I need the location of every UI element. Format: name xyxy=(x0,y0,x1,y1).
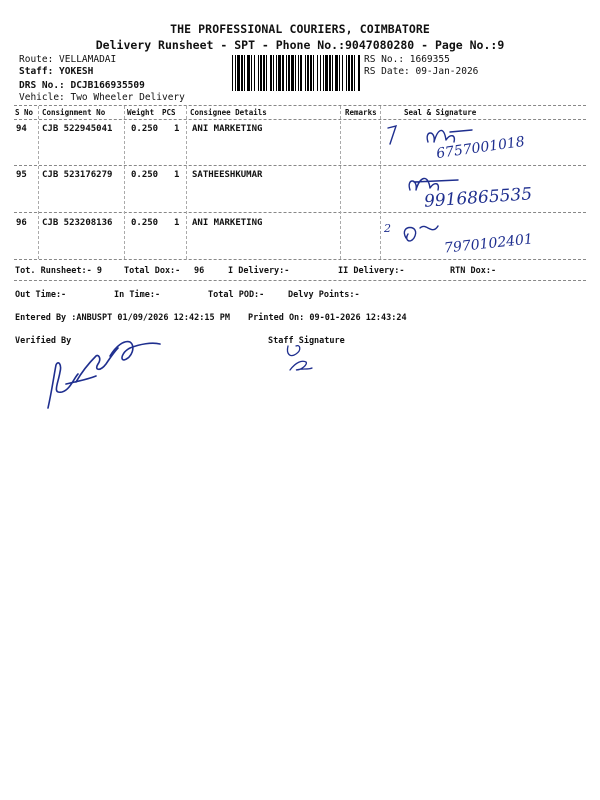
col-weight-header: Weight xyxy=(127,108,155,117)
handwritten-phone-3: 7970102401 xyxy=(443,231,534,257)
column-divider xyxy=(124,106,125,259)
rs-number: RS No.: 1669355 xyxy=(364,54,450,65)
handwritten-remark: 2 xyxy=(384,222,391,235)
col-remarks-header: Remarks xyxy=(345,108,377,117)
row-pcs: 1 xyxy=(174,124,180,134)
total-pod: Total POD:- xyxy=(208,290,265,300)
rs-date: RS Date: 09-Jan-2026 xyxy=(364,66,479,77)
verified-by-label: Verified By xyxy=(15,336,72,346)
row-consignment: CJB 523208136 xyxy=(42,218,113,228)
col-signature-header: Seal & Signature xyxy=(404,108,477,117)
col-sno-header: S No xyxy=(15,108,34,117)
i-delivery: I Delivery:- xyxy=(228,266,290,276)
col-consignee-header: Consignee Details xyxy=(190,108,267,117)
handwritten-phone-2: 9916865535 xyxy=(423,184,533,212)
total-dox-label: Total Dox:- xyxy=(124,266,181,276)
row-consignee: ANI MARKETING xyxy=(192,218,263,228)
col-pcs-header: PCS xyxy=(162,108,176,117)
entered-by: Entered By :ANBUSPT 01/09/2026 12:42:15 PM xyxy=(15,313,230,323)
column-divider xyxy=(186,106,187,259)
row-consignment: CJB 523176279 xyxy=(42,170,113,180)
row-sno: 94 xyxy=(16,124,27,134)
rtn-dox: RTN Dox:- xyxy=(450,266,497,276)
row-consignee: ANI MARKETING xyxy=(192,124,263,134)
row-sno: 95 xyxy=(16,170,27,180)
signature-scribble-icon xyxy=(427,130,472,142)
verifier-signature-icon xyxy=(40,330,170,415)
drs-number: DRS No.: DCJB166935509 xyxy=(19,80,145,91)
out-time: Out Time:- xyxy=(15,290,67,300)
row-pcs: 1 xyxy=(174,218,180,228)
staff-signature-label: Staff Signature xyxy=(268,336,345,346)
table-top-divider xyxy=(14,105,586,106)
column-divider xyxy=(38,106,39,259)
vehicle-label: Vehicle: Two Wheeler Delivery xyxy=(19,92,185,103)
printed-on: Printed On: 09-01-2026 12:43:24 xyxy=(248,313,407,323)
handwritten-phone-1: 6757001018 xyxy=(435,133,526,163)
row-pcs: 1 xyxy=(174,170,180,180)
col-consignment-header: Consignment No xyxy=(42,108,106,117)
ii-delivery: II Delivery:- xyxy=(338,266,405,276)
row-weight: 0.250 xyxy=(131,218,159,228)
total-dox-value: 96 xyxy=(194,266,205,276)
runsheet-subtitle: Delivery Runsheet - SPT - Phone No.:9047080280 - Page No.:9 xyxy=(95,38,505,52)
staff-label: Staff: YOKESH xyxy=(19,66,94,77)
row-sno: 96 xyxy=(16,218,27,228)
column-divider xyxy=(340,106,341,259)
route-label: Route: VELLAMADAI xyxy=(19,54,117,65)
row-weight: 0.250 xyxy=(131,170,159,180)
signature-scribble-icon xyxy=(409,178,458,190)
row-consignment: CJB 522945041 xyxy=(42,124,113,134)
totals-divider xyxy=(14,280,586,281)
total-runsheet: Tot. Runsheet:- 9 xyxy=(15,266,102,276)
staff-signature-icon xyxy=(280,340,320,375)
in-time: In Time:- xyxy=(114,290,161,300)
company-title: THE PROFESSIONAL COURIERS, COIMBATORE xyxy=(170,22,430,36)
row-weight: 0.250 xyxy=(131,124,159,134)
remark-mark-icon xyxy=(388,126,396,144)
delvy-points: Delvy Points:- xyxy=(288,290,360,300)
row-consignee: SATHEESHKUMAR xyxy=(192,170,263,180)
signature-scribble-icon xyxy=(404,226,438,241)
barcode xyxy=(232,55,360,91)
